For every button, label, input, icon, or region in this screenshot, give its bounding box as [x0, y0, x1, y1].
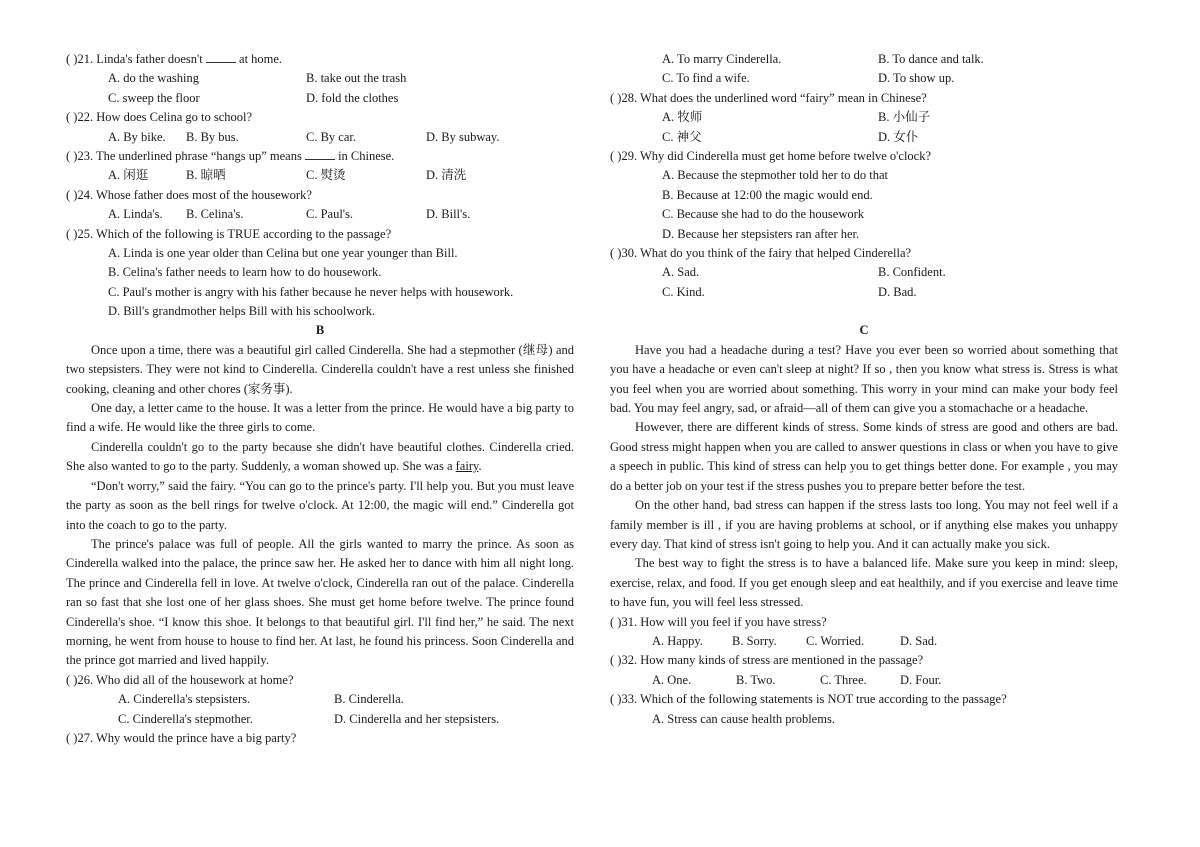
question-25-option-d-row	[66, 302, 574, 321]
option-b: B. Sorry.	[732, 633, 777, 648]
passage-b	[66, 341, 574, 671]
option-c: C. To find a wife.	[662, 71, 750, 86]
question-28-options-row2	[610, 128, 1118, 147]
option-a: A. Sad.	[662, 265, 700, 280]
option-a: A. One.	[652, 672, 692, 687]
question-31: ( )31. How will you feel if you have stress?	[610, 614, 827, 629]
option-a: A. 牧师	[662, 110, 703, 125]
option-a: A. 闲逛	[108, 168, 149, 183]
question-24: ( )24. Whose father does most of the housework?	[66, 187, 312, 202]
right-column	[610, 50, 1118, 729]
underlined-word-fairy: fairy	[455, 459, 479, 474]
option-b: B. take out the trash	[306, 71, 407, 86]
passage-c-paragraph-1: Have you had a headache during a test? Have you ever been so worried about something that you have a headache or even can't sleep at night? If so , then you know what stress is. Stress is what you feel when you are worried about something. This worry in your mind can make your body feel bad. You may feel angry, sad, or afraid—all of them can give you a stomachache or a headache.	[610, 342, 1118, 416]
option-a: A. Happy.	[652, 633, 703, 648]
question-29-option-b-row	[610, 186, 1118, 205]
question-27-options-row1	[610, 50, 1118, 69]
passage-b-paragraph-4: “Don't worry,” said the fairy. “You can go to the prince's party. I'll help you. But you must leave the party as soon as the bell rings for twelve o'clock. At 12:00, the magic will end.” Cinderella got into the coach to go to the party.	[66, 478, 574, 532]
question-25-option-a-row	[66, 244, 574, 263]
question-29-option-d-row	[610, 225, 1118, 244]
question-21-options-row2	[66, 89, 574, 108]
passage-b-paragraph-5: The prince's palace was full of people. All the girls wanted to marry the prince. As soon as Cinderella walked into the palace, the prince saw her. He asked her to dance with him all night long. The prince and Cinderella fell in love. At twelve o'clock, Cinderella ran out of the palace. Cinderella ran so fast that she lost one of her glass shoes. She must get home before twelve. The prince found Cinderella's shoe. “I know this shoe. It belongs to that beautiful girl. I'll find her,” he said. The next morning, he went from house to house to find her. At last, he found his princess. Soon Cinderella and the prince got married and lived happily.	[66, 536, 574, 668]
option-c: C. Three.	[820, 672, 867, 687]
option-d: D. Four.	[900, 672, 942, 687]
question-21	[66, 50, 574, 69]
option-d: D. Sad.	[900, 633, 938, 648]
question-23-stem-end: in Chinese.	[334, 148, 395, 163]
option-c: C. 熨烫	[306, 168, 346, 183]
option-b: B. Because at 12:00 the magic would end.	[662, 187, 873, 202]
option-c: C. Worried.	[806, 633, 865, 648]
option-b: B. Celina's father needs to learn how to do housework.	[108, 265, 382, 280]
question-24-options	[66, 205, 574, 224]
option-a: A. Stress can cause health problems.	[652, 711, 835, 726]
option-d: D. By subway.	[426, 129, 500, 144]
option-c: C. Because she had to do the housework	[662, 207, 865, 222]
option-c: C. Kind.	[662, 284, 705, 299]
question-28: ( )28. What does the underlined word “fairy” mean in Chinese?	[610, 90, 927, 105]
question-25-option-b-row	[66, 263, 574, 282]
question-29-option-c-row	[610, 205, 1118, 224]
option-b: B. Celina's.	[186, 207, 244, 222]
option-c: C. Paul's mother is angry with his father because he never helps with housework.	[108, 284, 514, 299]
left-column	[66, 50, 574, 748]
question-31-options	[610, 632, 1118, 651]
option-a: A. To marry Cinderella.	[662, 52, 782, 66]
option-a: A. Linda's.	[108, 207, 163, 222]
option-b: B. By bus.	[186, 129, 239, 144]
option-d: D. Bad.	[878, 284, 917, 299]
question-27-options-row2	[610, 69, 1118, 88]
question-23-options	[66, 166, 574, 185]
option-d: D. Bill's grandmother helps Bill with his schoolwork.	[108, 304, 376, 319]
passage-c-paragraph-4: The best way to fight the stress is to have a balanced life. Make sure you keep in mind: sleep, exercise, relax, and food. If you get enough sleep and eat healthily, and if you exercise and leave time to have fun, you will feel less stressed.	[610, 556, 1119, 610]
question-27: ( )27. Why would the prince have a big party?	[66, 730, 297, 745]
option-c: C. Cinderella's stepmother.	[118, 711, 253, 726]
passage-c	[610, 341, 1118, 613]
option-d: D. 清洗	[426, 168, 467, 183]
option-d: D. Bill's.	[426, 207, 471, 222]
passage-b-paragraph-2: One day, a letter came to the house. It was a letter from the prince. He would have a big party to find a wife. He would like the three girls to come.	[66, 401, 574, 435]
question-29: ( )29. Why did Cinderella must get home before twelve o'clock?	[610, 148, 932, 163]
answer-blank	[305, 148, 335, 160]
question-22-options	[66, 128, 574, 147]
option-a: A. Linda is one year older than Celina but one year younger than Bill.	[108, 245, 458, 260]
question-25-option-c-row	[66, 283, 574, 302]
question-26-options-row2	[66, 710, 574, 729]
question-33: ( )33. Which of the following statements is NOT true according to the passage?	[610, 692, 1007, 707]
option-b: B. To dance and talk.	[878, 52, 984, 66]
option-d: D. Cinderella and her stepsisters.	[334, 711, 500, 726]
section-heading-b: B	[315, 323, 325, 338]
question-30: ( )30. What do you think of the fairy that helped Cinderella?	[610, 245, 912, 260]
option-b: B. 小仙子	[878, 110, 931, 125]
question-30-options-row2	[610, 283, 1118, 302]
option-d: D. fold the clothes	[306, 90, 399, 105]
option-d: D. To show up.	[878, 71, 955, 86]
paragraph-3-end: .	[478, 459, 482, 474]
option-a: A. Cinderella's stepsisters.	[118, 692, 251, 707]
question-26: ( )26. Who did all of the housework at home?	[66, 672, 294, 687]
question-28-options-row1	[610, 108, 1118, 127]
question-32: ( )32. How many kinds of stress are mentioned in the passage?	[610, 653, 924, 668]
passage-b-paragraph-1: Once upon a time, there was a beautiful girl called Cinderella. She had a stepmother (继母) and two stepsisters. They were not kind to Cinderella. Cinderella couldn't have a rest unless she finished cooking, cleaning and other chores (家务事).	[66, 342, 574, 396]
section-spacer	[610, 302, 1118, 321]
option-a: A. Because the stepmother told her to do that	[662, 168, 888, 183]
question-23	[66, 147, 574, 166]
section-heading-c: C	[859, 323, 869, 338]
paragraph-3-text: Cinderella couldn't go to the party because she didn't have beautiful clothes. Cinderella cried. She also wanted to go to the party. Suddenly, a woman showed up. She was a	[66, 439, 574, 474]
question-21-options-row1	[66, 69, 574, 88]
passage-c-paragraph-3: On the other hand, bad stress can happen if the stress lasts too long. You may not feel well if a family member is ill , if you are having problems at school, or if anything else makes you unhappy every day. That kind of stress isn't going to help you. And it can actually make you sick.	[610, 498, 1118, 551]
option-c: C. Paul's.	[306, 207, 354, 222]
option-c: C. 神父	[662, 129, 702, 144]
question-21-stem-end: at home.	[235, 52, 283, 66]
question-26-options-row1	[66, 690, 574, 709]
option-d: D. 女仆	[878, 129, 919, 144]
option-d: D. Because her stepsisters ran after her.	[662, 226, 860, 241]
question-23-stem-start: ( )23. The underlined phrase “hangs up” means	[66, 148, 305, 163]
option-b: B. Two.	[736, 672, 776, 687]
option-a: A. By bike.	[108, 129, 166, 144]
question-30-options-row1	[610, 263, 1118, 282]
answer-blank	[206, 51, 236, 63]
option-c: C. sweep the floor	[108, 90, 200, 105]
option-b: B. Cinderella.	[334, 692, 404, 707]
question-29-option-a-row	[610, 166, 1118, 185]
question-22: ( )22. How does Celina go to school?	[66, 110, 253, 125]
question-32-options	[610, 671, 1118, 690]
passage-c-paragraph-2: However, there are different kinds of stress. Some kinds of stress are good and others are bad. Good stress might happen when you are called to answer questions in class or when you have to give a speech in public. This kind of stress can help you to get things better done. For example , you may do a better job on your test if the stress pushes you to prepare better before the test.	[610, 420, 1118, 493]
option-b: B. 晾晒	[186, 168, 226, 183]
question-33-option-a-row	[610, 710, 1118, 729]
option-a: A. do the washing	[108, 71, 199, 86]
question-25: ( )25. Which of the following is TRUE according to the passage?	[66, 226, 392, 241]
question-21-stem-start: ( )21. Linda's father doesn't	[66, 52, 206, 66]
passage-b-paragraph-3	[66, 438, 574, 477]
option-c: C. By car.	[306, 129, 356, 144]
option-b: B. Confident.	[878, 265, 946, 280]
